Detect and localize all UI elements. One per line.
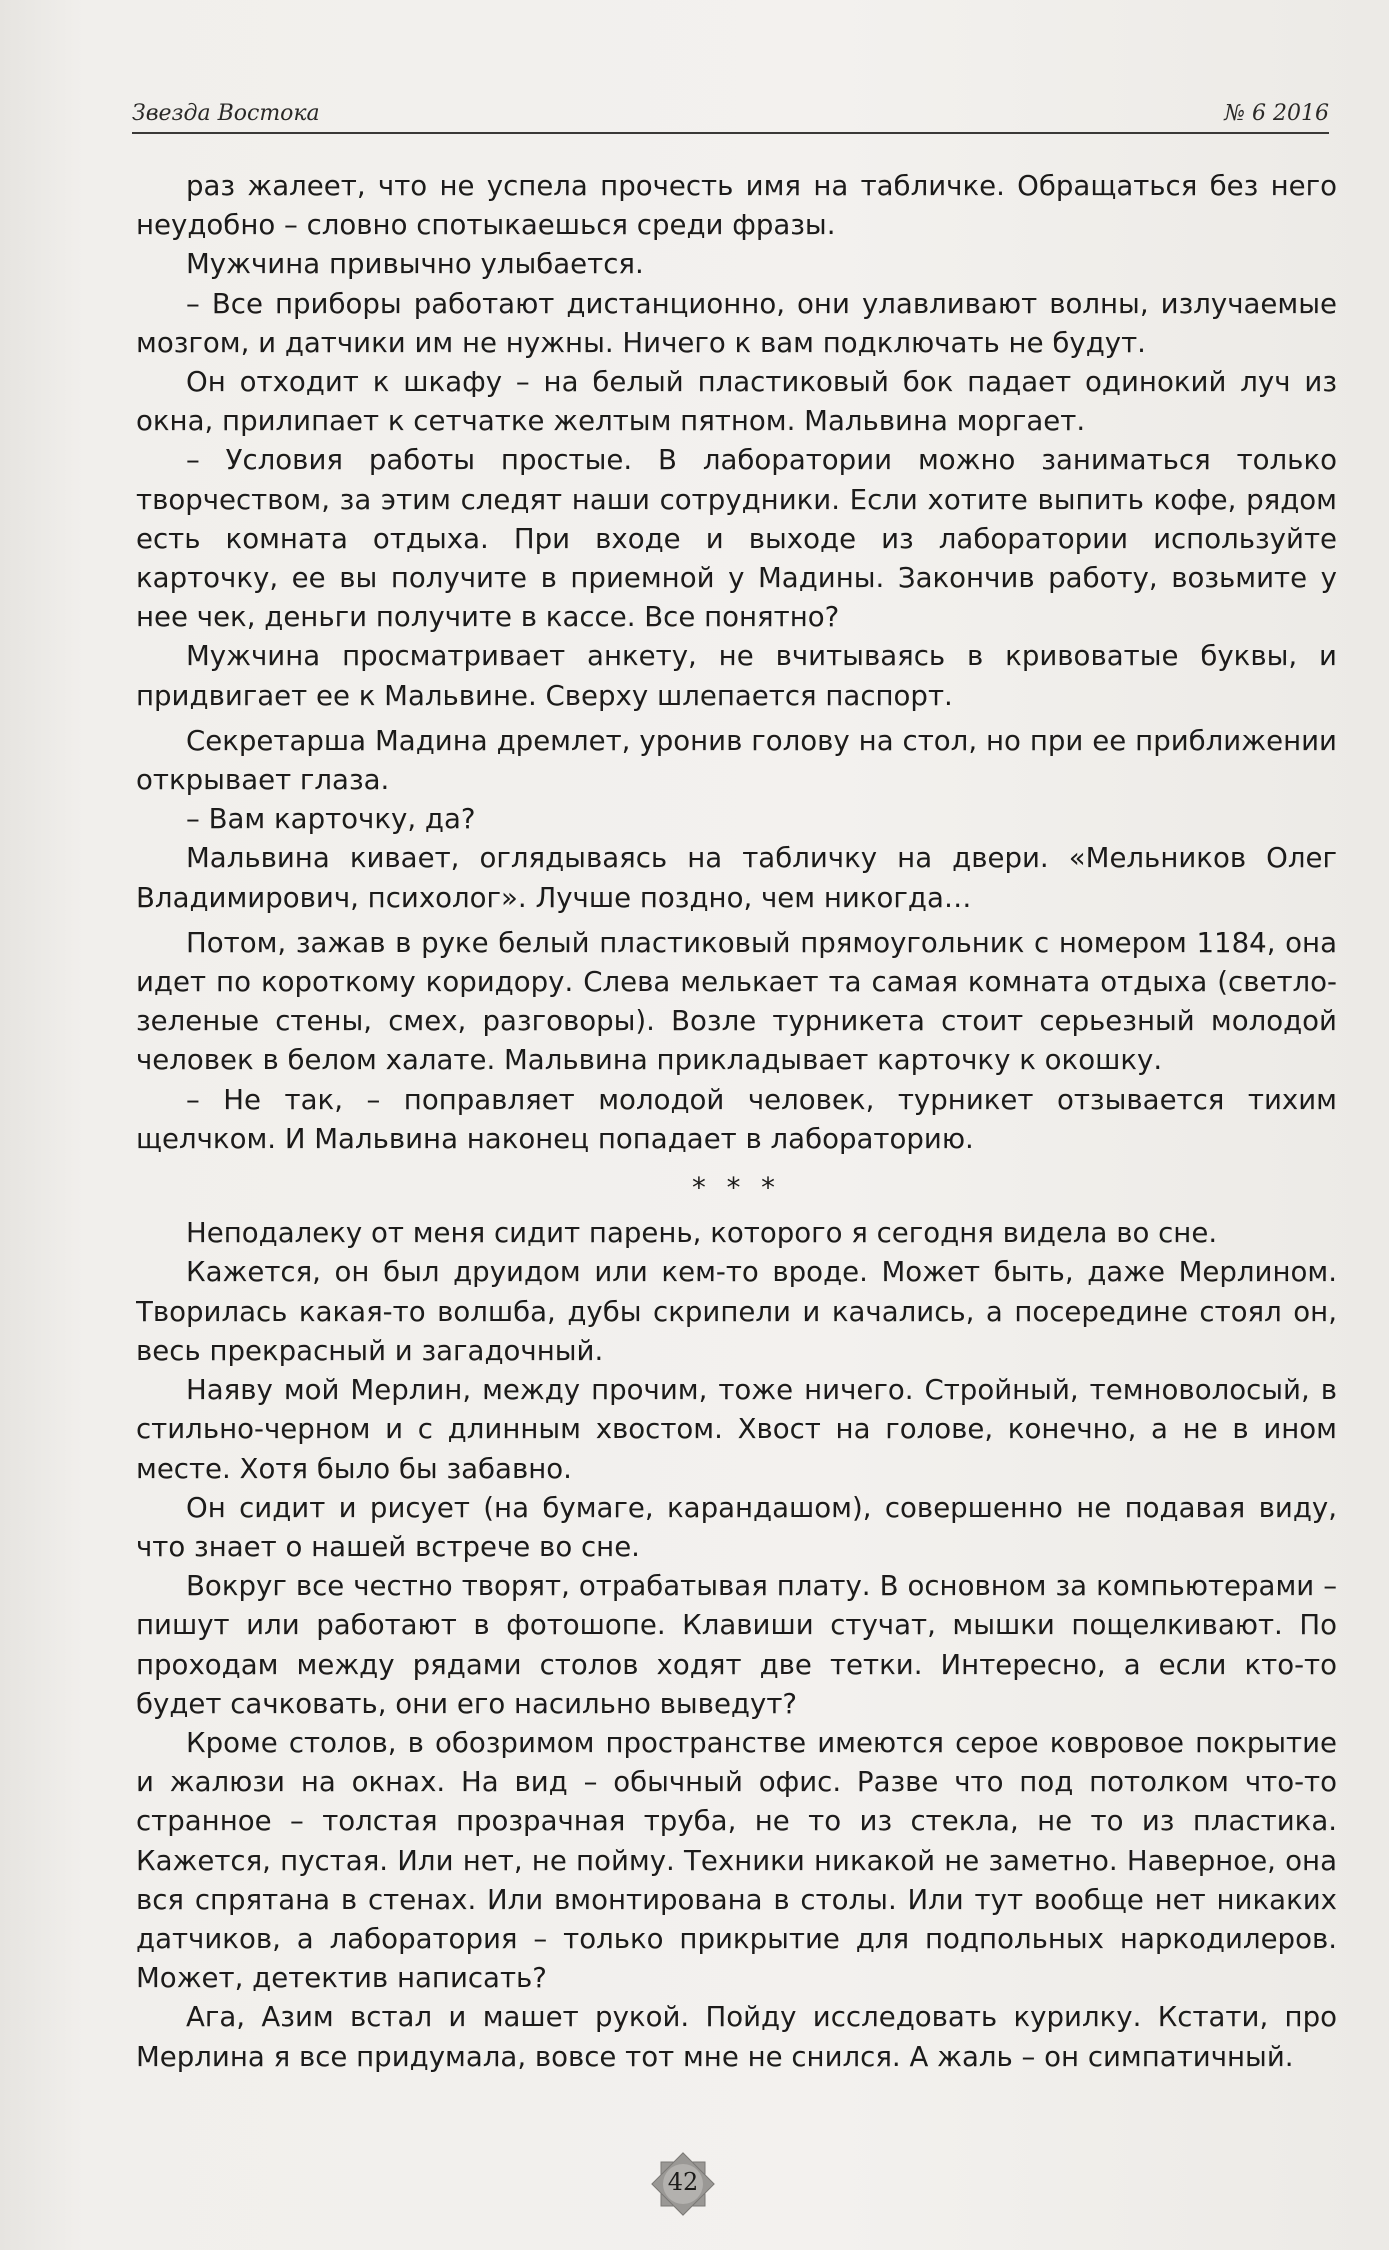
paragraph: Мужчина привычно улыбается. (186, 247, 644, 281)
paragraph: – Не так, – поправляет молодой человек, турникет отзывается тихим щелчком. И Мальвина наконец попадает в лабораторию. (136, 1082, 1337, 1155)
paragraph: – Вам карточку, да? (186, 802, 476, 836)
issue-number: № 6 2016 (1224, 101, 1329, 126)
paragraph: Он отходит к шкафу – на белый пластиковый бок падает одинокий луч из окна, прилипает к сетчатке желтым пятном. Мальвина моргает. (136, 365, 1337, 438)
paragraph: Ага, Азим встал и машет рукой. Пойду исследовать курилку. Кстати, про Мерлина я все придумала, вовсе тот мне не снился. А жаль – он симпатичный. (136, 2000, 1337, 2073)
paragraph: Неподалеку от меня сидит парень, которого я сегодня видела во сне. (186, 1216, 1218, 1250)
paragraph: Вокруг все честно творят, отрабатывая плату. В основном за компьютерами – пишут или работают в фотошопе. Клавиши стучат, мышки пощелкивают. По проходам между рядами столов ходят две тетки. Интересно, а если кто-то будет сачковать, они его насильно выведут? (136, 1569, 1337, 1720)
text-body (136, 166, 1337, 2121)
paragraph: – Все приборы работают дистанционно, они улавливают волны, излучаемые мозгом, и датчики им не нужны. Ничего к вам подключать не будут. (136, 286, 1337, 359)
paragraph: Секретарша Мадина дремлет, уронив голову на стол, но при ее приближении открывает глаза. (136, 723, 1337, 797)
running-header (132, 88, 1329, 134)
journal-title: Звезда Востока (132, 101, 320, 126)
paragraph: Мужчина просматривает анкету, не вчитываясь в кривоватые буквы, и придвигает ее к Мальвине. Сверху шлепается паспорт. (136, 639, 1337, 712)
paragraph: – Условия работы простые. В лаборатории можно заниматься только творчеством, за этим следят наши сотрудники. Если хотите выпить кофе, рядом есть комната отдыха. При входе и выходе из лаборатории используйте карточку, ее вы получите в приемной у Мадины. Закончив работу, возьмите у нее чек, деньги получите в кассе. Все понятно? (136, 443, 1337, 634)
paragraph: Кажется, он был друидом или кем-то вроде. Может быть, даже Мерлином. Творилась какая-то волшба, дубы скрипели и качались, а посередине стоял он, весь прекрасный и загадочный. (136, 1255, 1337, 1367)
paragraph: Кроме столов, в обозримом пространстве имеются серое ковровое покрытие и жалюзи на окнах. На вид – обычный офис. Разве что под потолком что-то странное – толстая прозрачная труба, не то из стекла, не то из пластика. Кажется, пустая. Или нет, не пойму. Техники никакой не заметно. Наверное, она вся спрятана в стенах. Или вмонтирована в столы. Или тут вообще нет никаких датчиков, а лаборатория – только прикрытие для подпольных наркодилеров. Может, детектив написать? (136, 1725, 1337, 1995)
section-separator: * * * (692, 1171, 781, 1205)
page-number-badge (647, 2148, 719, 2220)
paragraph: Мальвина кивает, оглядываясь на табличку на двери. «Мельников Олег Владимирович, психолог». Лучше поздно, чем никогда… (136, 841, 1337, 914)
page-number: 42 (667, 2168, 699, 2196)
paragraph: Он сидит и рисует (на бумаге, карандашом), совершенно не подавая виду, что знает о нашей встрече во сне. (136, 1490, 1337, 1563)
paragraph: Наяву мой Мерлин, между прочим, тоже ничего. Стройный, темноволосый, в стильно-черном и с длинным хвостом. Хвост на голове, конечно, а не в ином месте. Хотя было бы забавно. (136, 1373, 1337, 1485)
paragraph: раз жалеет, что не успела прочесть имя на табличке. Обращаться без него неудобно – словно спотыкаешься среди фразы. (136, 169, 1337, 242)
paragraph: Потом, зажав в руке белый пластиковый прямоугольник с номером 1184, она идет по короткому коридору. Слева мелькает та самая комната отдыха (светло-зеленые стены, смех, разговоры). Возле турникета стоит серьезный молодой человек в белом халате. Мальвина прикладывает карточку к окошку. (136, 925, 1337, 1077)
